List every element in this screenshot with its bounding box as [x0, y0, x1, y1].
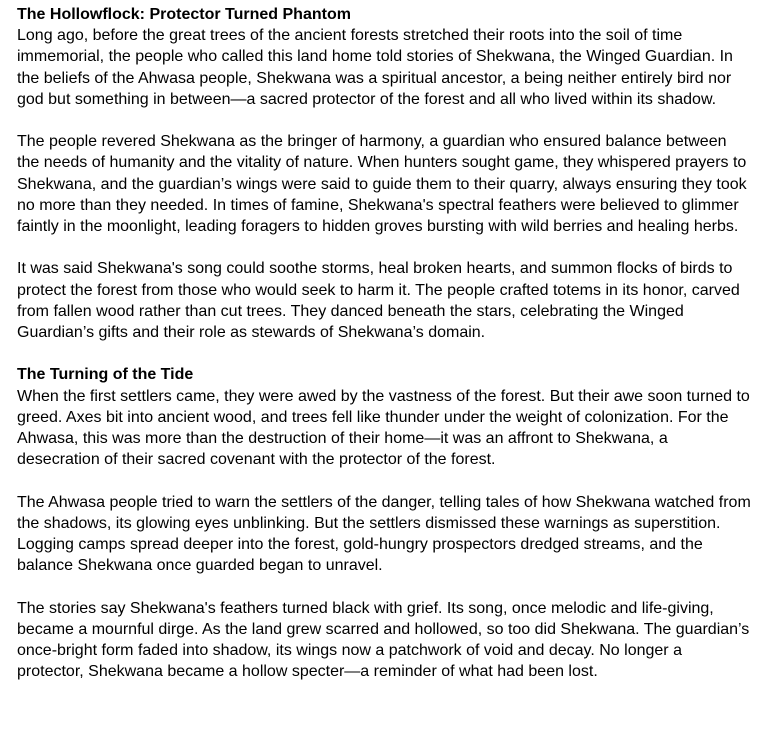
paragraph: The Ahwasa people tried to warn the settlers of the danger, telling tales of how Shekwana watched from the shadows, its glowing eyes unblinking. But the settlers dismissed these warnings as superstition. Logging camps spread deeper into the forest, gold-hungry prospectors dredged streams, and the balance Shekwana once guarded began to unravel.: [17, 493, 751, 575]
paragraph: Long ago, before the great trees of the ancient forests stretched their roots into the soil of time immemorial, the people who called this land home told stories of Shekwana, the Winged Guardian. In the beliefs of the Ahwasa people, Shekwana was a spiritual ancestor, a being neither entirely bird nor god but something in between—a sacred protector of the forest and all who lived within its shadow.: [17, 27, 733, 108]
section-heading: The Hollowflock: Protector Turned Phantom: [17, 6, 351, 23]
paragraph: When the first settlers came, they were awed by the vastness of the forest. But their awe soon turned to greed. Axes bit into ancient wood, and trees fell like thunder under the weight of colonization. For the Ahwasa, this was more than the destruction of their home—it was an affront to Shekwana, a desecration of their sacred covenant with the protector of the forest.: [17, 387, 750, 469]
section-hollowflock: [17, 4, 752, 343]
paragraph: The stories say Shekwana's feathers turned black with grief. Its song, once melodic and life-giving, became a mournful dirge. As the land grew scarred and hollowed, so too did Shekwana. The guardian’s once-bright form faded into shadow, its wings now a patchwork of void and decay. No longer a protector, Shekwana became a hollow specter—a reminder of what had been lost.: [17, 599, 750, 681]
paragraph: The people revered Shekwana as the bringer of harmony, a guardian who ensured balance between the needs of humanity and the vitality of nature. When hunters sought game, they whispered prayers to Shekwana, and the guardian’s wings were said to guide them to their quarry, always ensuring they took no more than they needed. In times of famine, Shekwana's spectral feathers were believed to glimmer faintly in the moonlight, leading foragers to hidden groves bursting with wild berries and healing herbs.: [17, 133, 747, 236]
section-heading: The Turning of the Tide: [17, 366, 194, 384]
section-turning-of-the-tide: [17, 364, 752, 682]
paragraph: It was said Shekwana's song could soothe storms, heal broken hearts, and summon flocks of birds to protect the forest from those who would seek to harm it. The people crafted totems in its honor, carved from fallen wood rather than cut trees. They danced beneath the stars, celebrating the Winged Guardian’s gifts and their role as stewards of Shekwana’s domain.: [17, 260, 740, 342]
document-page: [17, 4, 752, 704]
